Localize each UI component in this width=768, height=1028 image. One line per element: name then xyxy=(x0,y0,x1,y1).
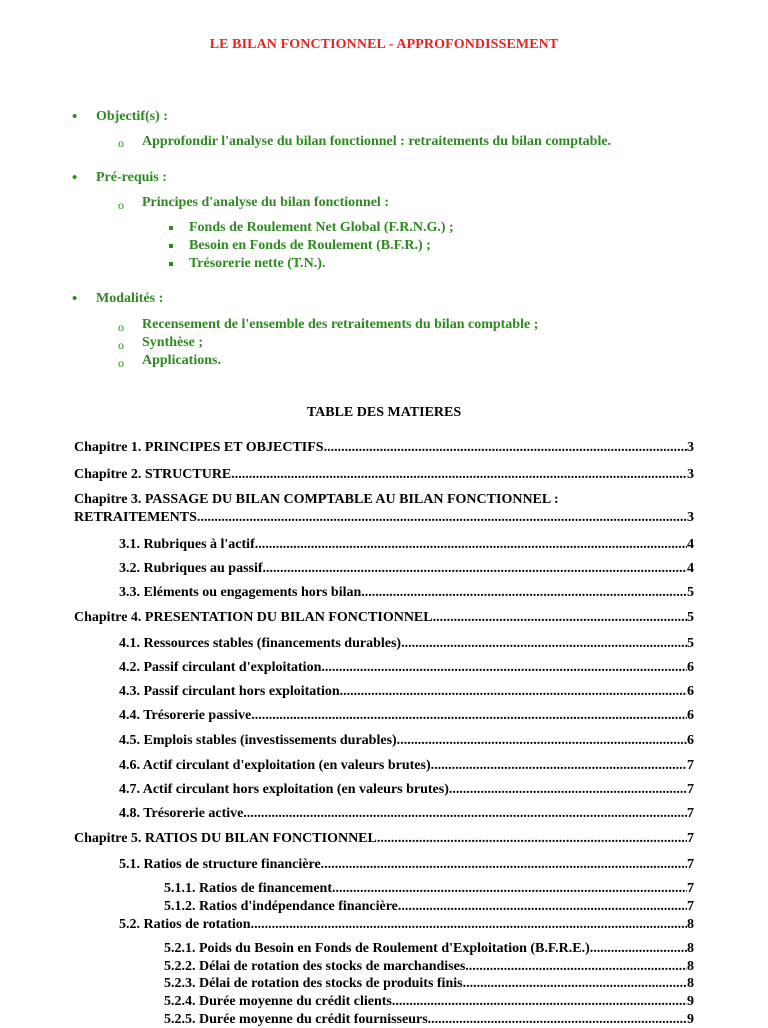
toc-page-number: 7 xyxy=(687,806,694,821)
toc-page-number: 7 xyxy=(687,782,694,797)
toc-entry-text: 5.2. Ratios de rotation. xyxy=(119,917,255,932)
toc-page-number: 7 xyxy=(687,881,694,896)
toc-entry[interactable] xyxy=(119,733,694,749)
toc-entry-text: Chapitre 2. STRUCTURE. xyxy=(74,467,235,482)
toc-leader xyxy=(452,782,687,798)
toc-page-number: 7 xyxy=(687,857,694,872)
document-title: LE BILAN FONCTIONNEL - APPROFONDISSEMENT xyxy=(209,37,559,52)
toc-entry[interactable] xyxy=(164,899,694,915)
toc-leader xyxy=(365,585,687,601)
toc-page-number: 5 xyxy=(687,636,694,651)
toc-entry-text: 3.2. Rubriques au passif. xyxy=(119,561,267,576)
toc-entry[interactable] xyxy=(164,1012,694,1028)
toc-leader xyxy=(327,440,687,456)
bullet-circle: o xyxy=(118,356,124,370)
toc-page-number: 8 xyxy=(687,941,694,956)
objectifs-label: Objectif(s) : xyxy=(96,109,168,124)
toc-page-number: 3 xyxy=(687,440,694,455)
toc-page-number: 9 xyxy=(687,1012,694,1027)
toc-page-number: 6 xyxy=(687,660,694,675)
toc-entry-text: 3.1. Rubriques à l'actif. xyxy=(119,537,259,552)
toc-entry-text: 4.6. Actif circulant d'exploitation (en valeurs brutes) xyxy=(119,758,431,773)
toc-entry-text: 5.2.1. Poids du Besoin en Fonds de Roulement d'Exploitation (B.F.R.E.). xyxy=(164,941,594,956)
toc-leader xyxy=(324,857,687,873)
toc-entry-text: 4.7. Actif circulant hors exploitation (en valeurs brutes). xyxy=(119,782,453,797)
toc-entry-text: 4.8. Trésorerie active. xyxy=(119,806,247,821)
toc-leader xyxy=(380,831,687,847)
toc-page-number: 7 xyxy=(687,831,694,846)
modalite-item: Synthèse ; xyxy=(142,335,204,350)
toc-entry-text: Chapitre 1. PRINCIPES ET OBJECTIFS. xyxy=(74,440,328,455)
toc-leader xyxy=(466,976,687,992)
toc-page-number: 5 xyxy=(687,585,694,600)
toc-entry[interactable] xyxy=(164,976,694,992)
toc-entry[interactable] xyxy=(164,994,694,1010)
toc-leader xyxy=(593,941,687,957)
toc-entry-text[interactable]: Chapitre 3. PASSAGE DU BILAN COMPTABLE AU BILAN FONCTIONNEL : xyxy=(74,492,559,507)
toc-entry-text: 5.1. Ratios de structure financière. xyxy=(119,857,325,872)
toc-entry[interactable] xyxy=(119,561,694,577)
toc-entry-text: 4.1. Ressources stables (financements durables). xyxy=(119,636,405,651)
modalites-label: Modalités : xyxy=(96,291,164,306)
toc-leader xyxy=(258,537,687,553)
toc-title: TABLE DES MATIERES xyxy=(306,405,462,420)
toc-entry[interactable] xyxy=(74,467,694,483)
toc-leader xyxy=(343,684,687,700)
toc-entry-text: Chapitre 5. RATIOS DU BILAN FONCTIONNEL. xyxy=(74,831,381,846)
bullet-circle: o xyxy=(118,136,124,150)
toc-page-number: 4 xyxy=(687,561,694,576)
toc-page-number: 7 xyxy=(687,899,694,914)
toc-leader xyxy=(405,636,687,652)
toc-entry[interactable] xyxy=(119,636,694,652)
toc-entry-text: Chapitre 4. PRESENTATION DU BILAN FONCTIONNEL. xyxy=(74,610,437,625)
toc-leader xyxy=(255,708,687,724)
toc-entry[interactable] xyxy=(164,959,694,975)
modalite-item: Applications. xyxy=(142,353,221,368)
bullet-circle: o xyxy=(118,338,124,352)
toc-entry-text: 4.3. Passif circulant hors exploitation. xyxy=(119,684,344,699)
toc-page-number: 6 xyxy=(687,684,694,699)
toc-entry[interactable] xyxy=(164,941,694,957)
square-bullet xyxy=(169,226,173,230)
toc-entry[interactable] xyxy=(119,857,694,873)
toc-leader xyxy=(401,899,687,915)
square-bullet xyxy=(169,244,173,248)
toc-entry-text: 4.4. Trésorerie passive. xyxy=(119,708,255,723)
toc-entry-text: RETRAITEMENTS xyxy=(74,510,197,525)
toc-leader xyxy=(395,994,687,1010)
toc-entry[interactable] xyxy=(119,684,694,700)
toc-page-number: 8 xyxy=(687,976,694,991)
modalite-item: Recensement de l'ensemble des retraitements du bilan comptable ; xyxy=(142,317,539,332)
toc-entry-text: 5.2.4. Durée moyenne du crédit clients. xyxy=(164,994,396,1009)
toc-entry[interactable] xyxy=(119,782,694,798)
bullet-circle: o xyxy=(118,198,124,212)
toc-leader xyxy=(325,660,687,676)
toc-entry[interactable] xyxy=(74,831,694,847)
prerequis-subitem: Besoin en Fonds de Roulement (B.F.R.) ; xyxy=(189,238,431,253)
bullet-disc: • xyxy=(72,109,78,125)
toc-page-number: 8 xyxy=(687,917,694,932)
toc-entry-text: 4.2. Passif circulant d'exploitation. xyxy=(119,660,325,675)
prerequis-label: Pré-requis : xyxy=(96,170,167,185)
square-bullet xyxy=(169,262,173,266)
toc-page-number: 4 xyxy=(687,537,694,552)
toc-entry-text: 4.5. Emplois stables (investissements durables). xyxy=(119,733,401,748)
toc-page-number: 5 xyxy=(687,610,694,625)
prerequis-item: Principes d'analyse du bilan fonctionnel : xyxy=(142,195,389,210)
toc-leader xyxy=(254,917,687,933)
toc-page-number: 8 xyxy=(687,959,694,974)
toc-entry[interactable] xyxy=(74,440,694,456)
toc-entry[interactable] xyxy=(119,758,694,774)
toc-entry-text: 5.1.1. Ratios de financement. xyxy=(164,881,336,896)
toc-page-number: 7 xyxy=(687,758,694,773)
prerequis-subitem: Trésorerie nette (T.N.). xyxy=(189,256,326,271)
toc-entry-text: 5.2.2. Délai de rotation des stocks de marchandises. xyxy=(164,959,469,974)
toc-leader xyxy=(431,1012,687,1028)
objectif-item: Approfondir l'analyse du bilan fonctionnel : retraitements du bilan comptable. xyxy=(142,134,612,149)
toc-page-number: 9 xyxy=(687,994,694,1009)
toc-leader xyxy=(431,758,687,774)
toc-page-number: 3 xyxy=(687,510,694,525)
toc-entry[interactable] xyxy=(74,610,694,626)
toc-entry[interactable] xyxy=(164,881,694,897)
toc-entry[interactable] xyxy=(119,708,694,724)
prerequis-subitem: Fonds de Roulement Net Global (F.R.N.G.) ; xyxy=(189,220,454,235)
bullet-disc: • xyxy=(72,170,78,186)
toc-page-number: 6 xyxy=(687,733,694,748)
toc-entry-text: 5.2.5. Durée moyenne du crédit fournisseurs. xyxy=(164,1012,432,1027)
toc-leader xyxy=(235,467,687,483)
toc-leader xyxy=(266,561,687,577)
toc-leader xyxy=(336,881,688,897)
toc-entry[interactable] xyxy=(119,585,694,601)
toc-page-number: 3 xyxy=(687,467,694,482)
bullet-disc: • xyxy=(72,291,78,307)
toc-leader xyxy=(436,610,687,626)
bullet-circle: o xyxy=(118,320,124,334)
toc-leader xyxy=(247,806,687,822)
toc-leader xyxy=(469,959,687,975)
toc-entry[interactable] xyxy=(119,537,694,553)
toc-leader xyxy=(197,510,687,526)
toc-entry[interactable] xyxy=(119,917,694,933)
toc-entry[interactable] xyxy=(74,510,694,526)
toc-entry-text: 5.1.2. Ratios d'indépendance financière. xyxy=(164,899,402,914)
toc-leader xyxy=(400,733,687,749)
toc-page-number: 6 xyxy=(687,708,694,723)
toc-entry-text: 5.2.3. Délai de rotation des stocks de produits finis. xyxy=(164,976,467,991)
toc-entry-text: 3.3. Eléments ou engagements hors bilan. xyxy=(119,585,365,600)
toc-entry[interactable] xyxy=(119,660,694,676)
toc-entry[interactable] xyxy=(119,806,694,822)
